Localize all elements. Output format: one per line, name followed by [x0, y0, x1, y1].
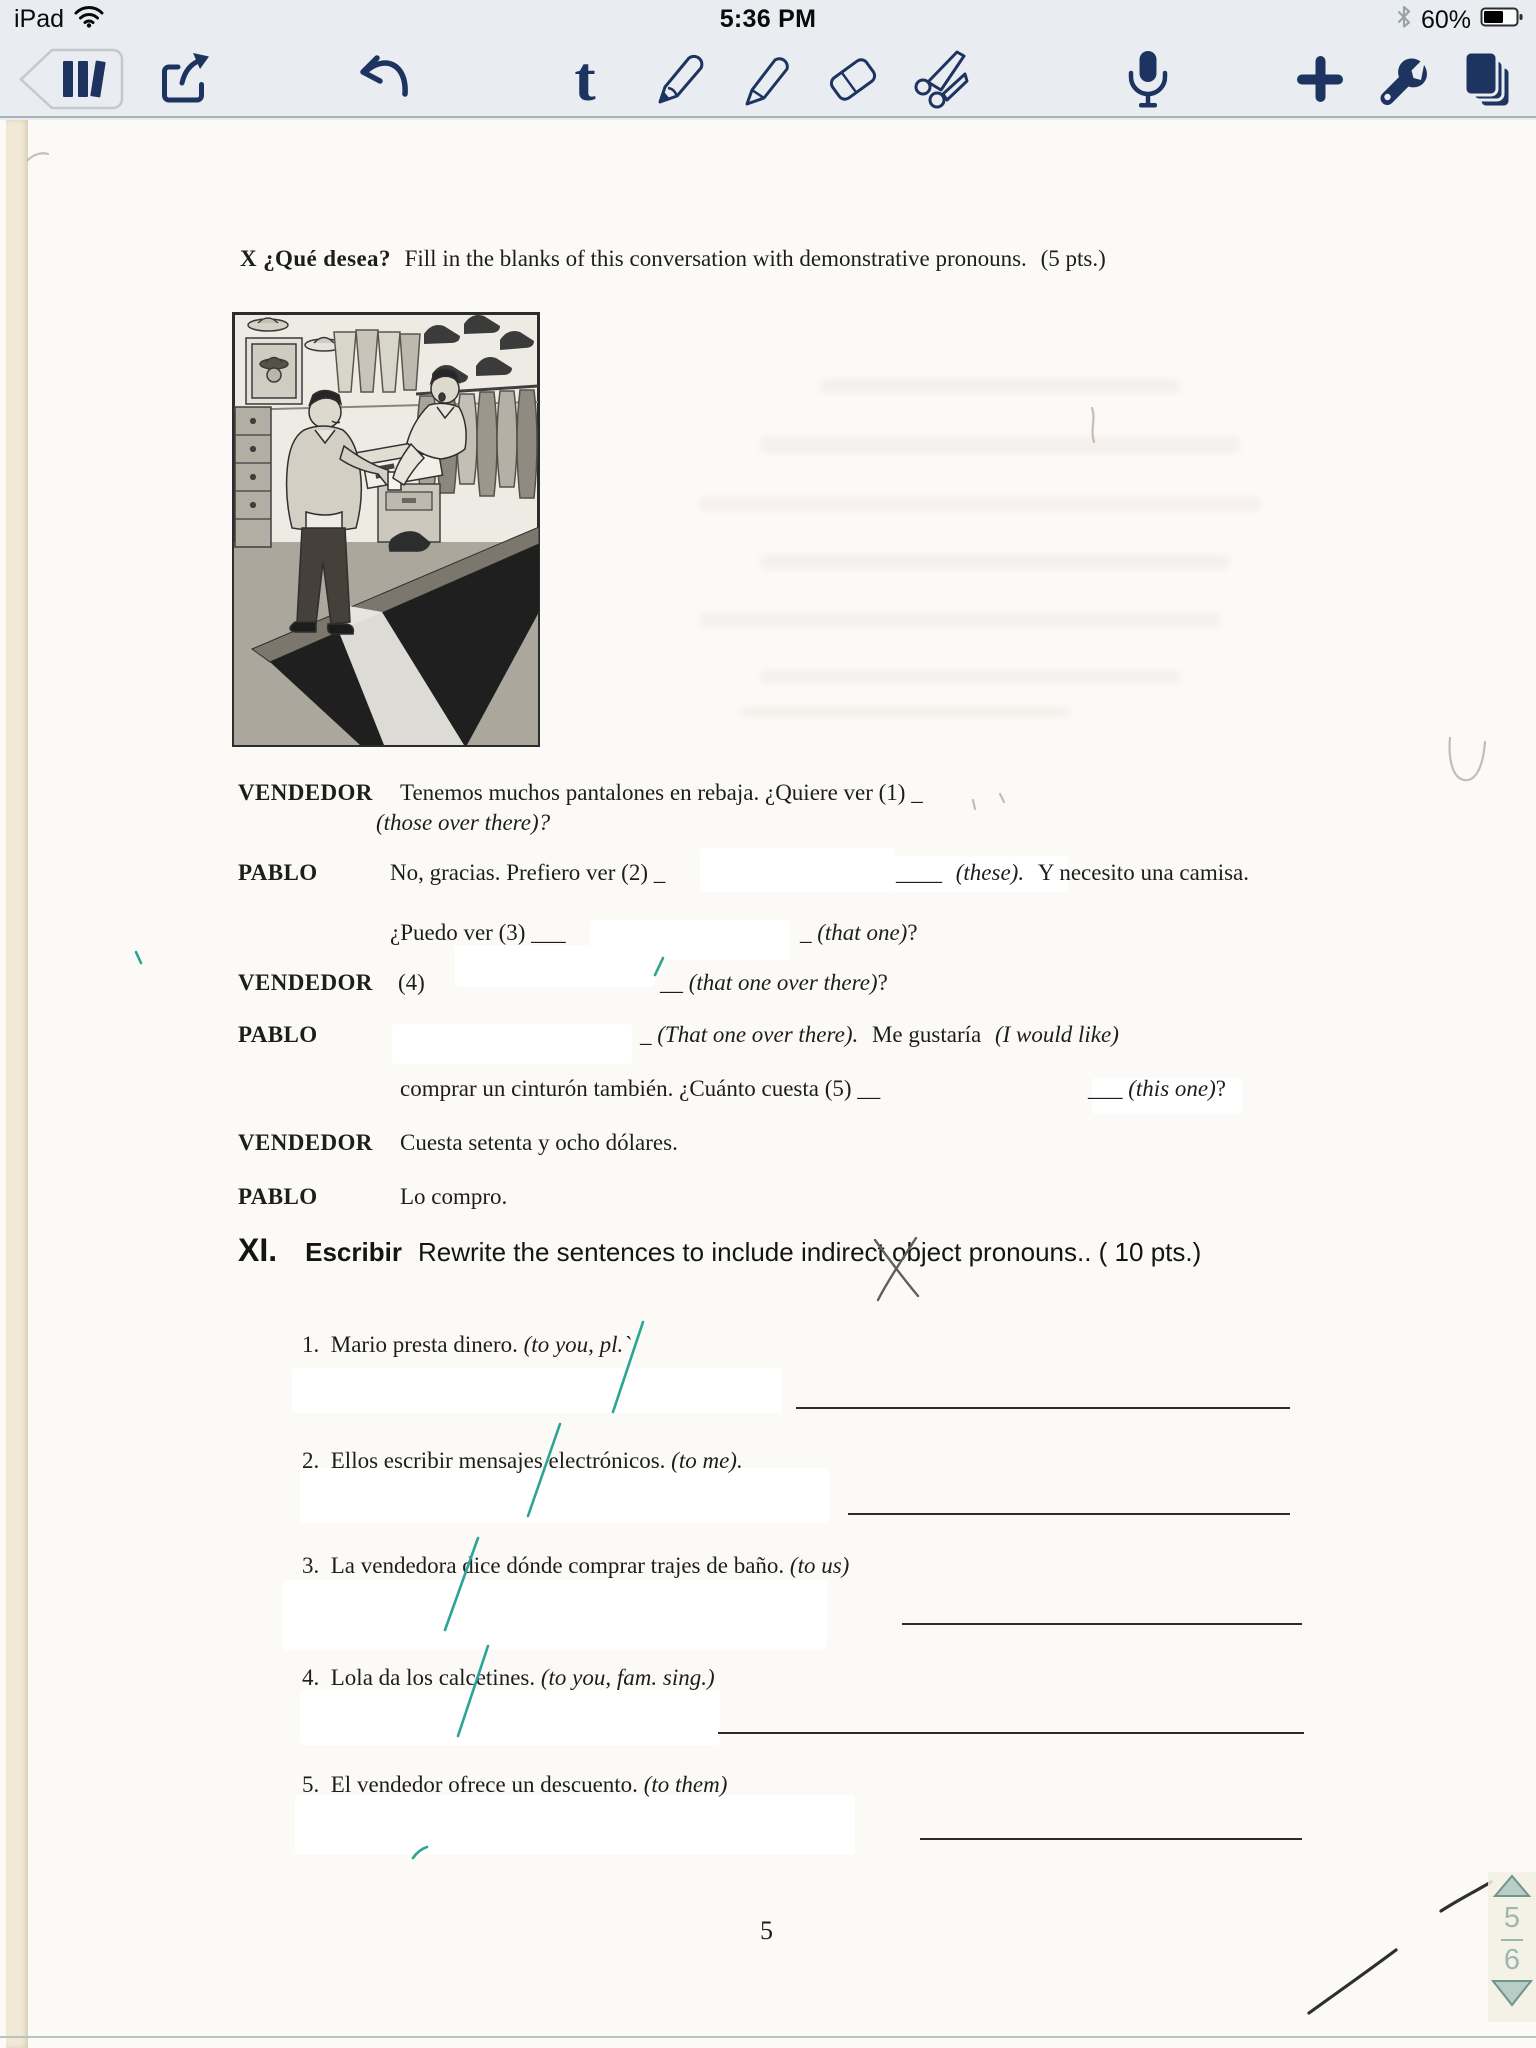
speaker-label-pablo: PABLO	[238, 1022, 318, 1047]
dialogue-pablo-2: ¿Puedo ver (3) ___	[390, 920, 566, 945]
section-x-instructions: Fill in the blanks of this conversation with demonstrative pronouns.	[404, 246, 1027, 271]
dialogue-vendedor-2-hint: __ (that one over there)?	[660, 970, 888, 995]
speaker-label-vendedor: VENDEDOR	[238, 1130, 373, 1155]
speaker-label-pablo: PABLO	[238, 1184, 318, 1209]
status-bar	[0, 0, 1536, 40]
bleedthrough-text	[820, 378, 1180, 394]
dialogue-vendedor-1: Tenemos muchos pantalones en rebaja. ¿Quiere ver (1) _	[400, 780, 923, 805]
bleedthrough-text	[700, 496, 1260, 512]
bleedthrough-text	[760, 554, 1230, 570]
whiteout-patch	[300, 1468, 830, 1523]
exercise-item-5: 5. El vendedor ofrece un descuento. (to them)	[302, 1772, 728, 1797]
page-down-button[interactable]	[1489, 1977, 1535, 2012]
dialogue-pablo-2-hint: _ (that one)?	[800, 920, 918, 945]
add-plus-icon[interactable]	[1292, 51, 1348, 107]
dialogue-pablo-4: comprar un cinturón también. ¿Cuánto cuesta (5) __	[400, 1076, 881, 1101]
status-time: 5:36 PM	[719, 5, 817, 33]
store-illustration	[232, 312, 540, 747]
answer-line-4	[718, 1732, 1304, 1734]
device-label: iPad	[14, 5, 65, 33]
speaker-label-vendedor: VENDEDOR	[238, 970, 373, 995]
whiteout-patch	[282, 1580, 827, 1650]
battery-percent: 60%	[1420, 6, 1471, 34]
exercise-item-3: 3. La vendedora dice dónde comprar trajes de baño. (to us)	[302, 1553, 850, 1578]
page-navigator	[1488, 1872, 1536, 2022]
library-button[interactable]	[16, 47, 128, 111]
exercise-item-1: 1. Mario presta dinero. (to you, pl.`	[302, 1332, 631, 1357]
page-up-button[interactable]	[1491, 1872, 1533, 1903]
answer-line-1	[796, 1407, 1290, 1409]
pencil-tool-icon[interactable]	[648, 49, 708, 109]
share-icon[interactable]	[156, 50, 214, 108]
section-x-heading	[240, 246, 1106, 272]
whiteout-patch	[295, 1795, 855, 1855]
dialogue-vendedor-2-num: (4)	[398, 970, 425, 995]
section-xi-instructions: Rewrite the sentences to include indirect object pronouns.. ( 10 pts.)	[417, 1237, 1202, 1267]
answer-line-3	[902, 1623, 1302, 1625]
answer-line-5	[920, 1838, 1302, 1840]
dialogue-pablo-5: Lo compro.	[400, 1184, 508, 1209]
section-xi-numeral: XI.	[238, 1232, 278, 1268]
dialogue-vendedor-1-hint: (those over there)?	[376, 810, 551, 835]
bluetooth-icon	[1396, 4, 1412, 37]
answer-line-2	[848, 1513, 1290, 1515]
section-x-points: (5 pts.)	[1040, 246, 1106, 271]
dialogue-pablo-4-hint: ___ (this one)?	[1088, 1076, 1226, 1101]
speaker-label-vendedor: VENDEDOR	[238, 780, 373, 805]
page-indicator-total: 6	[1503, 1943, 1521, 1976]
exercise-item-2: 2. Ellos escribir mensajes electrónicos. (to me).	[302, 1448, 743, 1473]
section-xi-keyword: Escribir	[305, 1237, 402, 1267]
dialogue-vendedor-3: Cuesta setenta y ocho dólares.	[400, 1130, 678, 1155]
battery-icon	[1480, 5, 1524, 36]
whiteout-patch	[392, 1024, 632, 1064]
whiteout-patch	[700, 848, 895, 892]
highlighter-tool-icon[interactable]	[737, 49, 797, 109]
dialogue-pablo-1: No, gracias. Prefiero ver (2) _	[390, 860, 666, 885]
whiteout-patch	[300, 1690, 720, 1745]
eraser-tool-icon[interactable]	[822, 49, 884, 109]
bleedthrough-text	[740, 706, 1070, 718]
page-number: 5	[760, 1916, 773, 1945]
section-x-title: X ¿Qué desea?	[240, 246, 391, 271]
bleedthrough-text	[700, 612, 1220, 628]
paper-edge	[6, 120, 28, 2048]
microphone-icon[interactable]	[1119, 48, 1177, 110]
toolbar	[0, 40, 1536, 118]
dialogue-pablo-1-blank: ____ (these). Y necesito una camisa.	[896, 860, 1250, 885]
page-separator-line	[0, 2036, 1536, 2038]
text-tool-icon[interactable]: t	[574, 43, 596, 114]
section-xi-heading	[238, 1232, 1201, 1269]
dialogue-pablo-3: _ (That one over there). Me gustaría (I would like)	[640, 1022, 1119, 1047]
exercise-item-4: 4. Lola da los calcetines. (to you, fam. sing.)	[302, 1665, 715, 1690]
scissors-tool-icon[interactable]	[909, 48, 971, 110]
pages-stack-icon[interactable]	[1456, 47, 1516, 111]
settings-wrench-icon[interactable]	[1376, 50, 1434, 108]
bleedthrough-text	[760, 670, 1180, 684]
whiteout-patch	[455, 945, 655, 987]
whiteout-patch	[292, 1368, 782, 1413]
page-indicator-divider	[1501, 1939, 1523, 1941]
bleedthrough-text	[760, 436, 1240, 454]
page-indicator-current: 5	[1503, 1902, 1521, 1934]
undo-icon[interactable]	[355, 52, 413, 106]
note-page-canvas[interactable]	[0, 120, 1536, 2048]
speaker-label-pablo: PABLO	[238, 860, 318, 885]
